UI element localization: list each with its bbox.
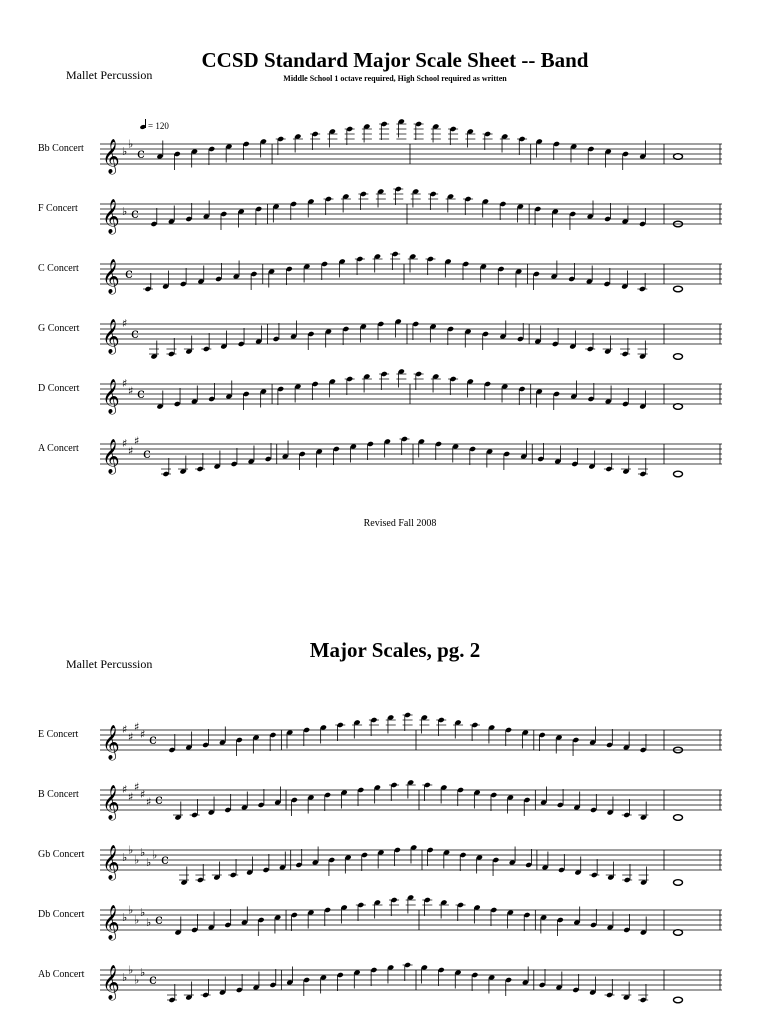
revision-footer: Revised Fall 2008 <box>363 518 437 529</box>
whole-note <box>674 154 683 160</box>
sharp-icon: ♯ <box>122 437 128 450</box>
treble-clef-icon: 𝄞 <box>102 319 120 354</box>
treble-clef-icon: 𝄞 <box>102 725 120 760</box>
flat-icon: ♭ <box>152 848 158 862</box>
sharp-icon: ♯ <box>146 795 152 809</box>
staff <box>100 310 730 354</box>
scale-label: Bb Concert <box>38 143 84 154</box>
treble-clef-icon: 𝄞 <box>102 139 120 174</box>
flat-icon: ♭ <box>134 853 140 867</box>
staff <box>100 190 730 234</box>
flat-icon: ♭ <box>146 856 152 869</box>
sharp-icon: ♯ <box>122 723 128 736</box>
flat-icon: ♭ <box>134 913 140 927</box>
sharp-icon: ♯ <box>122 317 128 330</box>
sharp-icon: ♯ <box>128 790 134 804</box>
scale-label: C Concert <box>38 263 79 274</box>
whole-note <box>674 880 683 886</box>
sharp-icon: ♯ <box>128 730 134 744</box>
treble-clef-icon: 𝄞 <box>102 965 120 1000</box>
flat-icon: ♭ <box>122 971 128 984</box>
treble-clef-icon: 𝄞 <box>102 379 120 414</box>
common-time-icon: c <box>131 326 139 342</box>
sharp-icon: ♯ <box>128 444 134 458</box>
sharp-icon: ♯ <box>122 783 128 796</box>
scale-label: Db Concert <box>38 909 85 920</box>
scale-label: B Concert <box>38 789 79 800</box>
scale-label: D Concert <box>38 383 80 394</box>
treble-clef-icon: 𝄞 <box>102 785 120 820</box>
flat-icon: ♭ <box>122 145 128 158</box>
flat-icon: ♭ <box>128 903 134 917</box>
staff <box>100 370 730 414</box>
whole-note <box>674 354 683 360</box>
scale-label: Ab Concert <box>38 969 85 980</box>
staff <box>100 956 730 1000</box>
scale-label: A Concert <box>38 443 79 454</box>
staff <box>100 896 730 940</box>
common-time-icon: c <box>149 972 157 988</box>
scale-label: F Concert <box>38 203 78 214</box>
instrument-label: Mallet Percussion <box>66 68 153 82</box>
flat-icon: ♭ <box>122 851 128 864</box>
scale-label: G Concert <box>38 323 80 334</box>
flat-icon: ♭ <box>128 843 134 857</box>
staff <box>100 836 730 880</box>
page-title: CCSD Standard Major Scale Sheet -- Band <box>201 48 589 72</box>
sharp-icon: ♯ <box>134 434 140 448</box>
tempo-value: = 120 <box>148 121 169 131</box>
staff <box>100 716 730 760</box>
flat-icon: ♭ <box>128 137 134 151</box>
flat-icon: ♭ <box>134 973 140 987</box>
treble-clef-icon: 𝄞 <box>102 199 120 234</box>
common-time-icon: c <box>155 792 163 808</box>
whole-note <box>674 997 683 1003</box>
flat-icon: ♭ <box>146 916 152 929</box>
whole-note <box>674 930 683 936</box>
flat-icon: ♭ <box>122 911 128 924</box>
common-time-icon: c <box>137 386 145 402</box>
treble-clef-icon: 𝄞 <box>102 905 120 940</box>
common-time-icon: c <box>143 446 151 462</box>
sharp-icon: ♯ <box>122 377 128 390</box>
staff <box>100 130 730 174</box>
sharp-icon: ♯ <box>134 720 140 734</box>
scale-label: Gb Concert <box>38 849 85 860</box>
page-subtitle: Middle School 1 octave required, High School required as written <box>283 74 507 83</box>
whole-note <box>674 471 683 477</box>
flat-icon: ♭ <box>140 966 146 979</box>
sharp-icon: ♯ <box>128 384 134 398</box>
sharp-icon: ♯ <box>140 728 146 741</box>
staff <box>100 776 730 820</box>
whole-note <box>674 286 683 292</box>
staff <box>100 430 730 474</box>
staff <box>100 250 730 294</box>
common-time-icon: c <box>131 206 139 222</box>
treble-clef-icon: 𝄞 <box>102 259 120 294</box>
whole-note <box>674 404 683 410</box>
scale-label: E Concert <box>38 729 79 740</box>
sharp-icon: ♯ <box>134 780 140 794</box>
treble-clef-icon: 𝄞 <box>102 439 120 474</box>
flat-icon: ♭ <box>122 205 128 218</box>
whole-note <box>674 815 683 821</box>
flat-icon: ♭ <box>140 846 146 859</box>
treble-clef-icon: 𝄞 <box>102 845 120 880</box>
common-time-icon: c <box>161 852 169 868</box>
flat-icon: ♭ <box>128 963 134 977</box>
instrument-label-page2: Mallet Percussion <box>66 657 153 671</box>
common-time-icon: c <box>137 146 145 162</box>
flat-icon: ♭ <box>140 906 146 919</box>
sharp-icon: ♯ <box>140 788 146 801</box>
common-time-icon: c <box>155 912 163 928</box>
page-title-2: Major Scales, pg. 2 <box>309 638 481 662</box>
common-time-icon: c <box>149 732 157 748</box>
common-time-icon: c <box>125 266 133 282</box>
